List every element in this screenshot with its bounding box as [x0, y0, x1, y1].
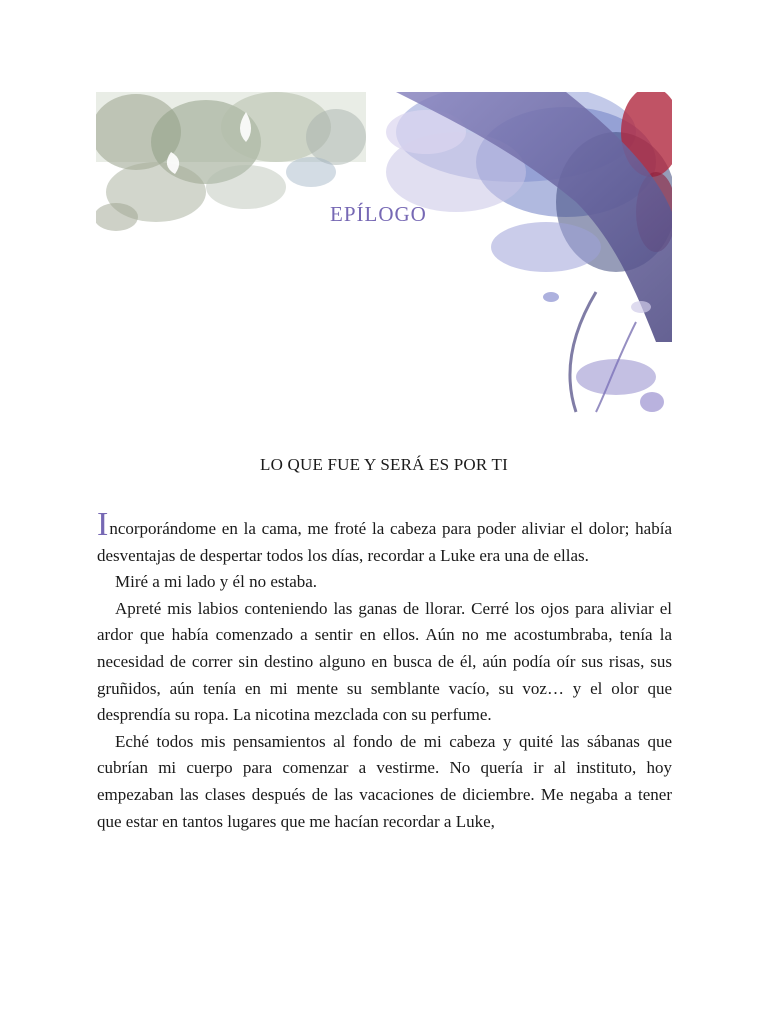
header-illustration: [96, 92, 672, 422]
chapter-title: LO QUE FUE Y SERÁ ES POR TI: [260, 455, 508, 474]
chapter-label: EPÍLOGO: [330, 202, 427, 226]
paragraph: Miré a mi lado y él no estaba.: [115, 572, 318, 592]
paragraph: Eché todos mis pensamientos al fondo de mi cabeza y quité las sábanas que cubrían mi cuerpo para comenzar a vestirme. No quería ir al instituto, hoy empezaban las clases después de las vacaciones de diciembre. Me negaba a tener que estar en tantos lugares que me hacían recordar a Luke,: [97, 731, 672, 831]
paragraph: Apreté mis labios conteniendo las ganas de llorar. Cerré los ojos para aliviar el ardor que había comenzado a sentir en ellos. Aún no me acostumbraba, tenía la necesidad de correr sin destino alguno en busca de él, aún podía oír sus risas, sus gruñidos, aún tenía en mi mente su semblante vacío, su voz… y el olor que desprendía su ropa. La nicotina mezclada con su perfume.: [97, 598, 672, 725]
chapter-body: [97, 506, 672, 835]
tree-foliage-illustration: [96, 92, 672, 422]
paragraph: [97, 506, 672, 569]
right-tree: [386, 92, 672, 412]
paragraph-text: ncorporándome en la cama, me froté la cabeza para poder aliviar el dolor; había desventajas de despertar todos los días, recordar a Luke era una de ellas.: [97, 519, 672, 565]
drop-cap: I: [97, 506, 109, 543]
left-foliage: [96, 92, 366, 231]
